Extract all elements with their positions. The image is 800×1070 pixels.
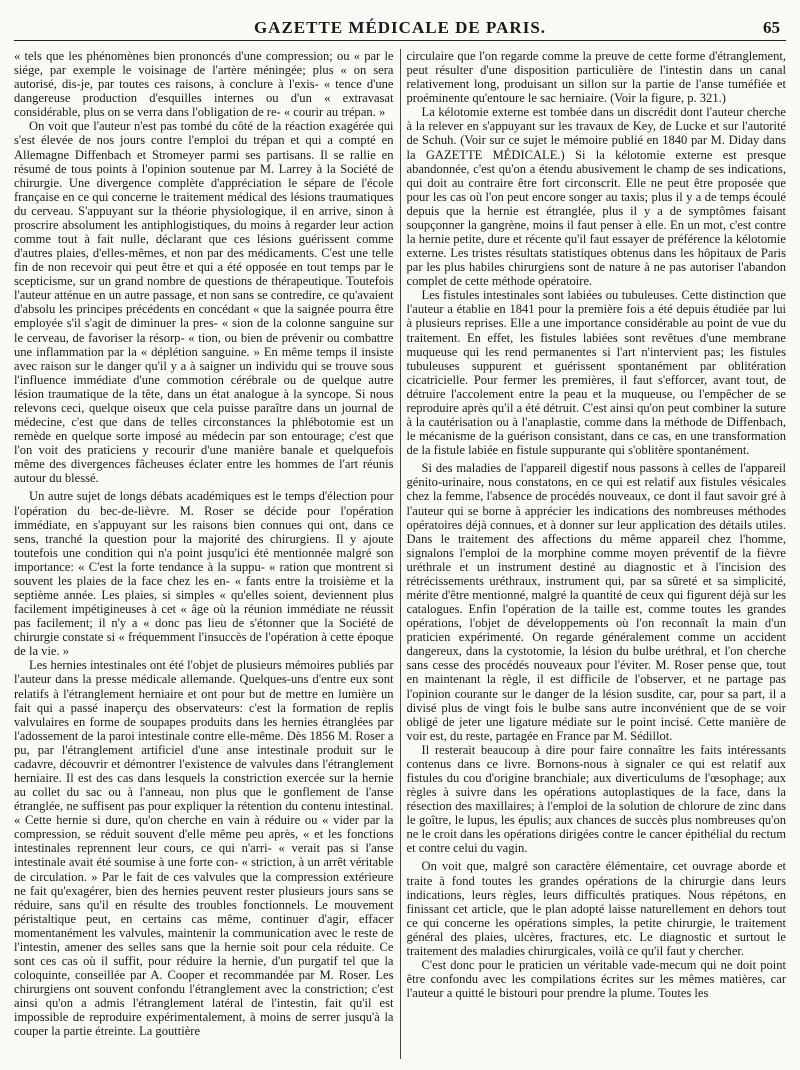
left-column <box>14 49 400 1059</box>
paragraph: « tels que les phénomènes bien prononcés d'une compression; ou « par le siége, par exemple le voisinage de l'artère méningée; plus « on sera autorisé, dis-je, par toutes ces raisons, à conclure à l'exis- « tence d'une dangereuse production d'esquilles internes ou d'un « extravasat considérable, plus on se verra dans l'obligation de re- « courir au trépan. » <box>14 49 394 120</box>
paragraph: Si des maladies de l'appareil digestif nous passons à celles de l'appareil génito-urinaire, nous constatons, en ce qui est relatif aux fistules vésicales chez la femme, l'absence de procédés nouveaux, ce dont il faut savoir gré à l'auteur qui se borne à apprécier les indications des nombreuses méthodes opératoires déjà connues, et à donner sur leur application des détails utiles. Dans le traitement des affections du même appareil chez l'homme, signalons l'emploi de la morphine comme moyen préventif de la fièvre uréthrale et un instrument destiné au diagnostic et à l'incision des rétrécissements uréthraux, instrument qui, par sa sûreté et sa simplicité, mérite d'être mentionné, malgré la quantité de ceux qui figurent déjà sur les catalogues. Enfin l'opération de la taille est, comme toutes les grandes opérations, l'objet de développements où l'on reconnaît la main d'un praticien expérimenté. On regarde généralement comme un accident dangereux, dans la cystotomie, la lésion du bulbe uréthral, et l'on cherche sans cesse des procédés nouveaux pour l'éviter. M. Roser pense que, tout en maintenant la règle, il est difficile de l'observer, et ne partage pas l'opinion courante sur le danger de la lésion susdite, car, pour sa part, il a divisé plus de vingt fois le bulbe sans autre inconvénient que de se voir obligé de jeter une ligature médiate sur le point incisé. Cette manière de voir est, du reste, partagée en France par M. Sédillot. <box>406 461 786 743</box>
page-header <box>14 18 786 41</box>
paragraph: On voit que l'auteur n'est pas tombé du côté de la réaction exagérée qui s'est élevée de nos jours contre l'emploi du trépan et qui a compté en Allemagne Diffenbach et Stromeyer parmi ses partisans. Il se rallie en résumé de tous points à l'opinion soutenue par M. Larrey à la Société de chirurgie. Une divergence complète d'appréciation le sépare de l'école française en ce qui concerne le traitement médical des lésions traumatiques du cerveau. S'appuyant sur la théorie physiologique, il en arrive, sinon à proscrire absolument les antiphlogistiques, du moins à regarder leur action comme tout à fait nulle, déclarant que ces lésions guérissent comme d'autres plaies, d'elles-mêmes, et non par des médicaments. C'est une telle fin de non recevoir qui peut être et qui a été opposée en tout temps par le scepticisme, sur un grand nombre de questions de thérapeutique. Toutefois l'auteur atténue en un autre passage, et non sans se contredire, ce qu'avaient d'absolu les principes précédents en concédant « que la saignée pourra être employée s'il s'agit de diminuer la pres- « sion de la colonne sanguine sur le cerveau, de favoriser la résorp- « tion, ou bien de prévenir ou combattre une inflammation par la « déplétion sanguine. » En même temps il insiste avec raison sur le danger qu'il y a à saigner un individu qui se trouve sous l'influence immédiate d'une commotion cérébrale ou de quelque autre lésion traumatique de la tête, dans un état analogue à la syncope. Si nous relevons ceci, quelque oiseux que cela puisse paraître dans un journal de médecine, c'est que dans de telles circonstances la phlébotomie est un remède en quelque sorte imposé au médecin par son entourage; c'est que l'on voit des praticiens y recourir d'une manière banale et quelquefois même des divergences fâcheuses éclater entre les hommes de l'art réunis autour du blessé. <box>14 119 394 486</box>
paragraph: Un autre sujet de longs débats académiques est le temps d'élection pour l'opération du bec-de-lièvre. M. Roser se décide pour l'opération immédiate, en s'appuyant sur les raisons bien connues qui ont, dans ce sens, tranché la question pour la majorité des chirurgiens. Il y ajoute toutefois une condition qui n'a point jusqu'ici été mentionnée malgré son importance: « C'est la forte tendance à la suppu- « ration que montrent si souvent les plaies de la face chez les en- « fants entre la troisième et la septième année. Les plaies, si simples « qu'elles soient, deviennent plus facilement impétigineuses à cet « âge où la réunion immédiate ne réussit pas facilement; il n'y a « donc pas lieu de s'étonner que la Société de chirurgie constate si « fréquemment l'insuccès de l'opération à cette époque de la vie. » <box>14 489 394 659</box>
paragraph: Les hernies intestinales ont été l'objet de plusieurs mémoires publiés par l'auteur dans la presse médicale allemande. Quelques-uns d'entre eux sont relatifs à l'étranglement herniaire et ont pour but de mettre en lumière un fait qui a passé inaperçu des observateurs: c'est la formation de replis valvulaires en forme de soupapes produits dans les hernies étranglées par l'adossement de la paroi intestinale contre elle-même. Dès 1856 M. Roser a pu, par l'étranglement artificiel d'une anse intestinale produit sur le cadavre, découvrir et démontrer l'existence de valvules dans l'étranglement herniaire. Il est des cas dans lesquels la constriction exercée sur la hernie au collet du sac ou à l'anneau, non plus que le gonflement de l'anse étranglée, ne suffisent pas pour expliquer la rétention du contenu intestinal. « Cette hernie si dure, qu'on cherche en vain à réduire ou « vider par la compression, se réduit souvent d'elle même peu après, « et les fonctions intestinales reprennent leur cours, ce qui n'arri- « verait pas si l'anse intestinale avait été soumise à une forte con- « striction, à un arrêt véritable de circulation. » Par le fait de ces valvules que la compression extérieure ne fait qu'exagérer, bien des hernies peuvent rester plusieurs jours sans se réduire, sans qu'il en résulte des troubles fonctionnels. Le mouvement péristaltique peut, en certains cas même, continuer d'agir, effacer momentanément les valvules, maintenir la communication avec le reste de l'intestin, amener des selles sans que la hernie soit pour cela réduite. Ce sont ces cas où il suffit, pour réduire la hernie, d'un purgatif tel que la coloquinte, conseillée par A. Cooper et recommandée par M. Roser. Les chirurgiens ont souvent confondu l'étranglement avec la constriction; c'est ainsi qu'on a admis l'étranglement latéral de l'intestin, fait qu'il est impossible de reproduire expérimentalement, à moins de serrer jusqu'à la couper la partie étreinte. La gouttière <box>14 658 394 1039</box>
paragraph: C'est donc pour le praticien un véritable vade-mecum qui ne doit point être confondu avec les compilations écrites sur les mêmes matières, car l'auteur a quitté le bistouri pour prendre la plume. Toutes les <box>406 958 786 1001</box>
paragraph: On voit que, malgré son caractère élémentaire, cet ouvrage aborde et traite à fond toutes les grandes opérations de la chirurgie dans leurs indications, leurs règles, leurs difficultés pratiques. Nous répétons, en finissant cet article, que le plan adopté laisse naturellement en dehors tout ce qui concerne les opérations simples, la petite chirurgie, le traitement général des plaies, ulcères, fractures, etc. Le diagnostic et surtout le traitement des maladies chirurgicales, voilà ce qu'il faut y chercher. <box>406 859 786 958</box>
paragraph: La kélotomie externe est tombée dans un discrédit dont l'auteur cherche à la relever en s'appuyant sur les travaux de Key, de Lucke et sur l'autorité de Schuh. (Voir sur ce sujet le mémoire publié en 1840 par M. Diday dans la GAZETTE MÉDICALE.) Si la kélotomie externe est presque abandonnée, c'est qu'on a étendu abusivement le champ de ses indications, qui doit au contraire être fort circonscrit. Elle ne peut être proposée que pour les cas où l'on peut encore songer au taxis; plus il y a de temps écoulé depuis que la hernie est étranglée, plus il y a de symptômes faisant soupçonner la gangrène, moins il faut penser à elle. En un mot, c'est contre la hernie petite, dure et récente qu'il faut essayer de préférence la kélotomie externe. Les tristes résultats statistiques obtenus dans les hôpitaux de Paris par les plus habiles chirurgiens sont de nature à ne pas autoriser l'abandon complet de cette méthode opératoire. <box>406 105 786 289</box>
journal-title: GAZETTE MÉDICALE DE PARIS. <box>253 18 547 37</box>
right-column <box>401 49 787 1059</box>
page-number: 65 <box>763 18 780 37</box>
text-columns <box>14 49 786 1059</box>
paragraph: circulaire que l'on regarde comme la preuve de cette forme d'étranglement, peut résulter d'une disposition particulière de l'intestin dans un canal relativement long, produisant un sillon sur la partie de l'anse tuméfiée et proéminente qu'entoure le sac herniaire. (Voir la figure, p. 321.) <box>406 49 786 106</box>
paragraph: Il resterait beaucoup à dire pour faire connaître les faits intéressants contenus dans ce livre. Bornons-nous à signaler ce qui est relatif aux fistules du cou d'origine branchiale; aux diverticulums de l'œsophage; aux règles à suivre dans les opérations autoplastiques de la face, dans la résection des maxillaires; à l'emploi de la solution de chlorure de zinc dans le goître, le lupus, les épulis; aux chances de succès plus nombreuses qu'on ne le croit dans les opérations dirigées contre le cancer épithélial du rectum et contre celui du vagin. <box>406 742 786 856</box>
paragraph: Les fistules intestinales sont labiées ou tubuleuses. Cette distinction que l'auteur a établie en 1841 pour la première fois a été depuis étudiée par lui à plusieurs reprises. Elle a une importance considérable au point de vue du traitement. En effet, les fistules labiées sont revêtues d'une membrane muqueuse qui les rend permanentes si l'art n'intervient pas; les fistules tubuleuses suppurent et guérissent spontanément par oblitération cicatricielle. Pour fermer les premières, il faut s'efforcer, avant tout, de détruire l'accolement entre la peau et la muqueuse, ou l'empêcher de se reproduire après qu'il a été détruit. C'est ainsi qu'on peut combiner la suture à la cautérisation ou à l'anaplastie, comme dans la méthode de Diffenbach, le mécanisme de la guérison consistant, dans ce cas, en une transformation de la fistule labiée en fistule suppurante qui s'oblitère spontanément. <box>406 288 786 458</box>
